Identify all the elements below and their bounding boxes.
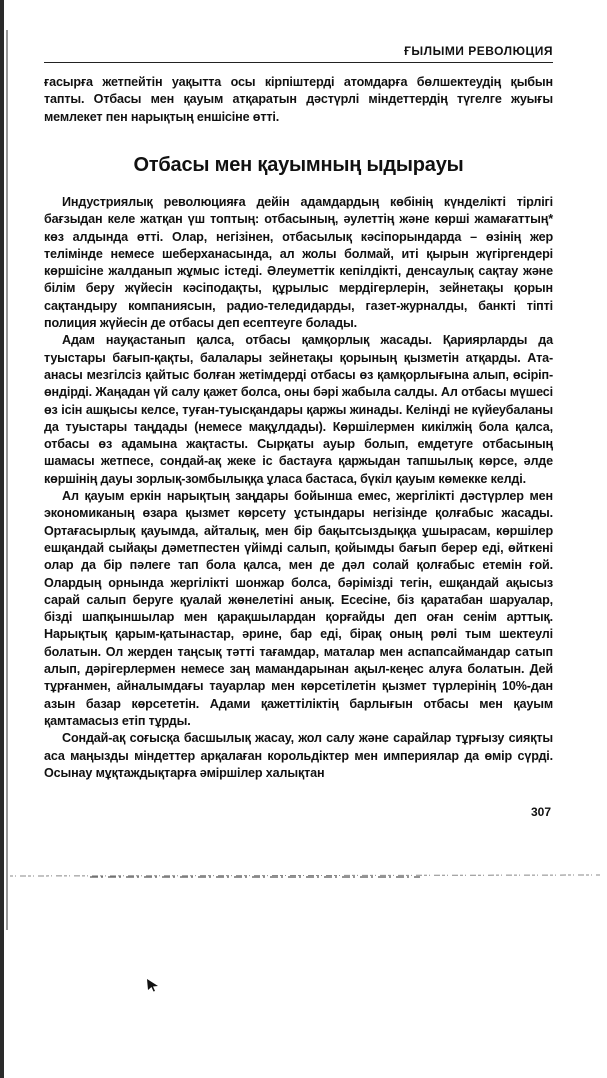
scan-left-edge [0,0,4,1078]
scan-noise-strip [0,872,607,880]
page-number: 307 [530,805,551,819]
header-rule [44,62,553,63]
body-text [44,194,553,782]
running-head: ҒЫЛЫМИ РЕВОЛЮЦИЯ [404,44,553,58]
scan-edge-shadow [6,30,8,930]
section-title: Отбасы мен қауымның ыдырауы [133,154,464,176]
paragraph-4: Сондай-ақ соғысқа басшылық жасау, жол салу және сарайлар тұрғызу сияқты аса маңызды міндеттер арқалаған корольдіктер мен империялар да өмір сүрді. Осынау мұқтаждықтарға әміршілер халықтан [44,731,553,780]
mouse-cursor-icon [146,978,160,992]
paragraph-1: Индустриялық революцияға дейін адамдардың көбінің күнделікті тірлігі бағзыдан келе жатқан үш топтың: отбасының, әулеттің және көрші жамағаттың* көз алдында өтті. Олар, негізінен, отбасылық кәсіпорындарда – өзінің жер телімінде немесе шеберханасында, ал жолы болмай, иті қырын жүгіргендері көршісіне жалданып жұмыс істеді. Әлеуметтік кепілдікті, денсаулық сақтау және білім беру жүйесін кәсіподақты, құрылыс мердігерлерін, зейнетақы қорын сақтандыру компаниясын, радио-теледидарды, газет-журналды, банкті тіпті полиция жүйесін де отбасы деп есептеуге болады. [44,195,553,331]
intro-block [44,74,553,126]
paragraph-2: Адам науқастанып қалса, отбасы қамқорлық жасады. Қариярларды да туыстары бағып-қақты, балалары зейнетақы қорының қызметін атқарды. Ата-анасы мезгілсіз қайтыс болған жетімдерді отбасы өз қамқорлығына алып, өсіріп-өндірді. Жаңадан үй салу қажет болса, оны бәрі жабыла салды. Ал отбасы мүшесі өз ісін ашқысы келсе, туған-туысқандары қаржы жинады. Келінді не күйеубаланы да туыстары таңдады (немесе мақұлдады). Көршілермен кикілжің бола қалса, отбасы өз адамына жақтасты. Сырқаты ауыр болып, емдетуге отбасының шамасы жетпесе, сондай-ақ жеке іс бастауға қаржыдан тапшылық көрсе, әлде көршінің дауы зорлық-зомбылыққа ұласа бастаса, бүкіл қауым көмекке келді. [44,333,553,486]
intro-paragraph: ғасырға жетпейтін уақытта осы кірпіштерді атомдарға бөлшектеудің қыбын тапты. Отбасы мен қауым атқаратын дәстүрлі міндеттердің түгелге жуығы мемлекет пен нарықтың еншісіне өтті. [44,75,553,124]
paragraph-3: Ал қауым еркін нарықтың заңдары бойынша емес, жергілікті дәстүрлер мен экономиканың өзара қызмет көрсету ұстындары негізінде қолғабыс жасады. Ортағасырлық қауымда, айталық, мен бір бақытсыздыққа ұшырасам, көршілер ешқандай сыйақы дәметпестен үйімді салып, қойымды бағып берер еді, өйткені олар да бір пәлеге тап бола қалса, мен де дәл солай қолғабыс етемін ғой. Олардың орнында жергілікті шонжар болса, бәрімізді тегін, ешқандай ақысыз сарай салып беруге қуалай жөнелетіні анық. Есесіне, біз қаратабан шаруалар, бізді шапқыншылар мен қарақшылардан қорғайды деп оған сенім арттық. Нарықтық қарым-қатынастар, әрине, бар еді, бірақ оның рөлі тым шектеулі болатын. Ол жерден таңсық тәтті тағамдар, маталар мен аспапсаймандар сатып алып, дәрігерлермен немесе заң мамандарынан ақыл-кеңес алуға болатын. Дей тұрғанмен, айналымдағы тауарлар мен көрсетілетін қызмет түрлерінің 10%-дан азын базар көрсететін. Адами қажеттіліктің барлығын отбасы мен қауым қамтамасыз етіп тұрды. [44,489,553,728]
